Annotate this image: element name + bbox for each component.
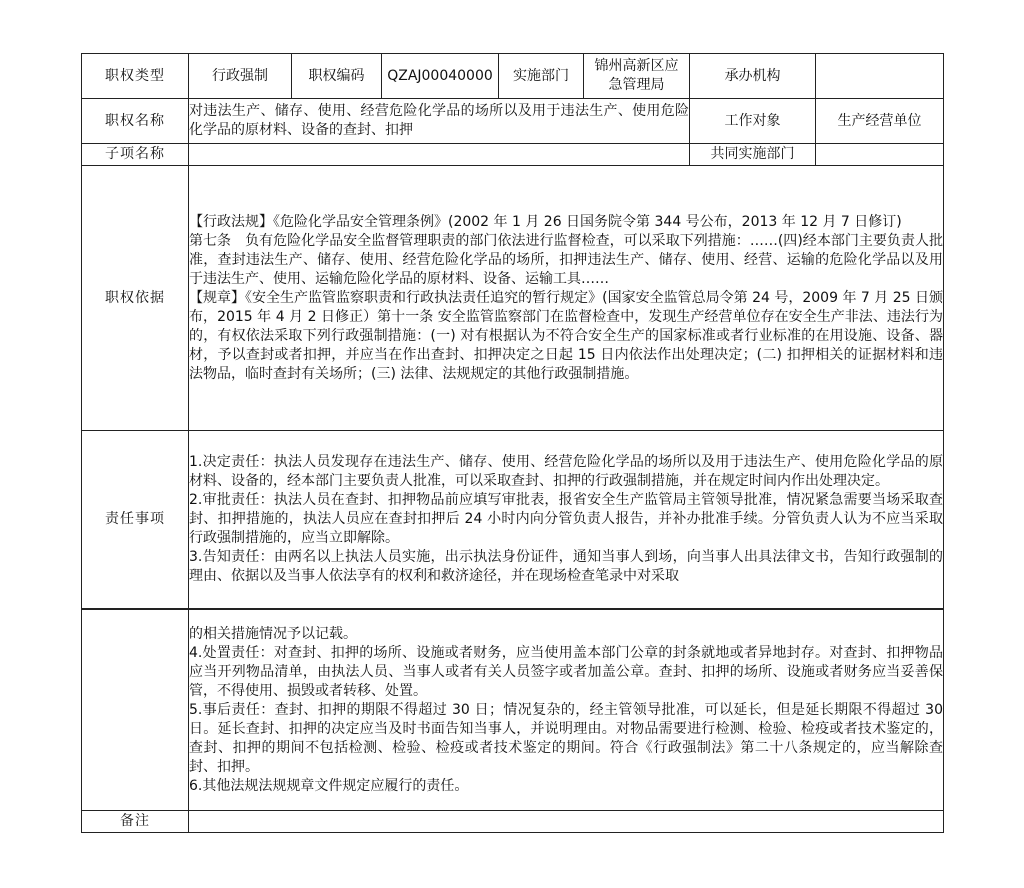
duty-item: 5.事后责任：查封、扣押的期限不得超过 30 日；情况复杂的，经主管领导批准，可以延长，但是延长期限不得超过 30 日。延长查封、扣押的决定应当及时书面告知当事人，并说明理由。对物品需要进行检测、检验、检疫或者技术鉴定的，查封、扣押的期间不包括检测、检验、检疫或者技术鉴定的期间。符合《行政强制法》第二十八条规定的，应当解除查封、扣押。	[189, 701, 943, 775]
basis-content	[189, 166, 944, 431]
duties-label-cell-continued	[82, 610, 189, 811]
remarks-label: 备注	[82, 811, 189, 833]
name-value: 对违法生产、储存、使用、经营危险化学品的场所以及用于违法生产、使用危险化学品的原材料、设备的查封、扣押	[189, 99, 690, 144]
duty-item: 的相关措施情况予以记载。	[189, 625, 357, 642]
sub-row	[82, 144, 944, 166]
remarks-row	[82, 811, 944, 833]
name-label: 职权名称	[82, 99, 189, 144]
dept-value: 锦州高新区应急管理局	[584, 54, 690, 99]
authority-table-continued	[81, 609, 944, 833]
header-row	[82, 54, 944, 99]
target-label: 工作对象	[690, 99, 816, 144]
duty-item: 1.决定责任：执法人员发现存在违法生产、储存、使用、经营危险化学品的场所以及用于违法生产、使用危险化学品的原材料、设备的，经本部门主要负责人批准，可以采取查封、扣押的行政强制措施，并在规定时间内作出处理决定。	[189, 454, 943, 489]
basis-label: 职权依据	[82, 166, 189, 431]
code-value: QZAJ00040000	[382, 54, 499, 99]
authority-table	[81, 53, 944, 609]
sub-value	[189, 144, 690, 166]
target-value: 生产经营单位	[816, 99, 944, 144]
duty-item: 3.告知责任：由两名以上执法人员实施，出示执法身份证件，通知当事人到场，向当事人出具法律文书，告知行政强制的理由、依据以及当事人依法享有的权利和救济途径，并在现场检查笔录中对采取	[189, 549, 943, 584]
basis-paragraph: 【规章】《安全生产监管监察职责和行政执法责任追究的暂行规定》(国家安全监管总局令第 24 号，2009 年 7 月 25 日颁布，2015 年 4 月 2 日修正）第十一条 安全监管监察部门在监督检查中，发现生产经营单位存在安全生产非法、违法行为的，有权依法采取下列行政强制措施：(一) 对有根据认为不符合安全生产的国家标准或者行业标准的在用设施、设备、器材，予以查封或者扣押，并应当在作出查封、扣押决定之日起 15 日内依法作出处理决定；(二) 扣押相关的证据材料和违法物品，临时查封有关场所；(三) 法律、法规规定的其他行政强制措施。	[189, 289, 943, 382]
agency-value	[816, 54, 944, 99]
duties-content	[189, 431, 944, 609]
joint-value	[816, 144, 944, 166]
duties-label: 责任事项	[82, 431, 189, 609]
code-label: 职权编码	[292, 54, 382, 99]
duties-row-continued	[82, 610, 944, 811]
sub-label: 子项名称	[82, 144, 189, 166]
basis-paragraph: 第七条 负有危险化学品安全监督管理职责的部门依法进行监督检查，可以采取下列措施：……(四)经本部门主要负责人批准，查封违法生产、储存、使用、经营危险化学品的场所，扣押违法生产、储存、使用、经营、运输的危险化学品以及用于违法生产、使用、运输危险化学品的原材料、设备、运输工具……	[189, 232, 943, 287]
agency-label: 承办机构	[690, 54, 816, 99]
duties-content-continued	[189, 610, 944, 811]
type-label: 职权类型	[82, 54, 189, 99]
type-value: 行政强制	[189, 54, 292, 99]
dept-label: 实施部门	[499, 54, 584, 99]
basis-row	[82, 166, 944, 431]
remarks-value	[189, 811, 944, 833]
duty-item: 6.其他法规法规规章文件规定应履行的责任。	[189, 777, 469, 794]
basis-paragraph: 【行政法规】《危险化学品安全管理条例》(2002 年 1 月 26 日国务院令第 344 号公布，2013 年 12 月 7 日修订)	[189, 213, 902, 230]
name-row	[82, 99, 944, 144]
duty-item: 2.审批责任：执法人员在查封、扣押物品前应填写审批表，报省安全生产监管局主管领导批准，情况紧急需要当场采取查封、扣押措施的，执法人员应在查封扣押后 24 小时内向分管负责人报告，并补办批准手续。分管负责人认为不应当采取行政强制措施的，应当立即解除。	[189, 492, 943, 546]
duties-row	[82, 431, 944, 609]
joint-label: 共同实施部门	[690, 144, 816, 166]
duty-item: 4.处置责任：对查封、扣押的场所、设施或者财务，应当使用盖本部门公章的封条就地或者异地封存。对查封、扣押物品应当开列物品清单，由执法人员、当事人或者有关人员签字或者加盖公章。查封、扣押的场所、设施或者财务应当妥善保管，不得使用、损毁或者转移、处置。	[189, 644, 943, 699]
